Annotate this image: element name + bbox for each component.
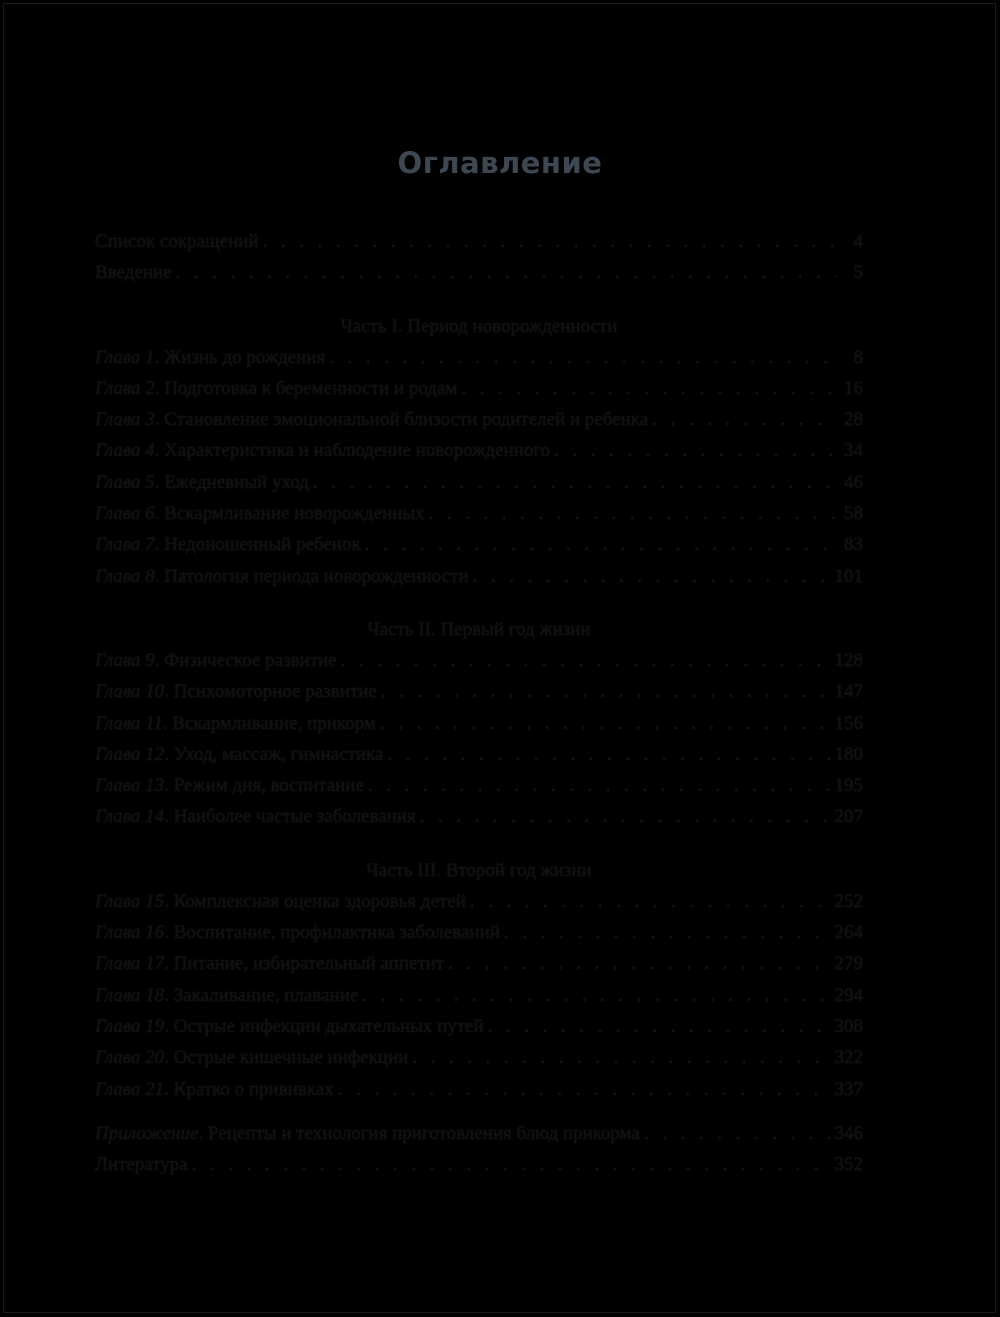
toc-entry-chapter[interactable] xyxy=(95,886,863,917)
toc-entry-label xyxy=(95,1074,334,1105)
toc-entry-abbreviations[interactable] xyxy=(95,226,863,257)
dot-leader xyxy=(338,1074,831,1105)
toc-entry-prefix: Глава 15 xyxy=(95,890,165,912)
toc-entry-prefix: Глава 10 xyxy=(95,681,165,703)
toc-entry-prefix: Глава 5 xyxy=(95,471,155,493)
toc-page-number: 4 xyxy=(853,231,863,252)
toc-entry-chapter[interactable] xyxy=(95,645,863,676)
toc-entry-label xyxy=(95,1118,640,1149)
dot-leader xyxy=(263,226,837,257)
toc-entry-prefix: Глава 6 xyxy=(95,503,155,525)
toc-entry-prefix: Приложение xyxy=(95,1122,199,1144)
toc-entry-label xyxy=(95,980,358,1011)
toc-entry-title: . Уход, массаж, гимнастика xyxy=(164,743,384,765)
toc-page-number: 34 xyxy=(844,440,863,462)
toc-entry-chapter[interactable] xyxy=(95,801,863,832)
toc-page-number: 264 xyxy=(834,922,863,944)
toc-page-number: 180 xyxy=(834,743,863,765)
toc-entry-title: . Рецепты и технология приготовления блюд прикорма xyxy=(198,1122,640,1144)
toc-entry-prefix: Глава 4 xyxy=(95,440,155,462)
dot-leader xyxy=(461,373,837,404)
dot-leader xyxy=(554,435,837,466)
toc-entry-chapter[interactable] xyxy=(95,467,863,498)
toc-page-number: 337 xyxy=(834,1078,863,1100)
toc-entry-title: . Подготовка к беременности и родам xyxy=(154,377,458,399)
toc-entry-chapter[interactable] xyxy=(95,373,863,404)
dot-leader xyxy=(488,1011,831,1042)
part-heading-3: Часть III. Второй год жизни xyxy=(366,859,592,881)
toc-entry-prefix: Глава 1 xyxy=(95,346,155,368)
toc-page-number: 279 xyxy=(834,953,863,975)
toc-entry-chapter[interactable] xyxy=(95,1074,863,1105)
toc-entry-title: . Жизнь до рождения xyxy=(154,346,326,368)
toc-entry-label xyxy=(95,739,384,770)
toc-entry-label xyxy=(95,373,457,404)
toc-entry-prefix: Глава 2 xyxy=(95,377,155,399)
toc-entry-title: Литература xyxy=(95,1154,188,1176)
toc-page-number: 147 xyxy=(834,681,863,703)
part-3-chapters xyxy=(95,886,863,1105)
dot-leader xyxy=(329,342,837,373)
toc-entry-label xyxy=(95,529,361,560)
toc-entry-label xyxy=(95,917,500,948)
toc-entry-chapter[interactable] xyxy=(95,739,863,770)
toc-entry-title: . Комплексная оценка здоровья детей xyxy=(164,890,466,912)
dot-leader xyxy=(644,1118,831,1149)
dot-leader xyxy=(313,467,837,498)
toc-entry-label xyxy=(95,1011,484,1042)
toc-entry-label xyxy=(95,801,416,832)
toc-entry-appendix[interactable] xyxy=(95,1118,863,1149)
toc-entry-prefix: Глава 14 xyxy=(95,806,165,828)
toc-entry-title: . Психомоторное развитие xyxy=(164,681,377,703)
toc-page-number: 308 xyxy=(834,1015,863,1037)
dot-leader xyxy=(429,498,837,529)
toc-entry-label: Список сокращений xyxy=(95,231,259,252)
toc-page-number: 46 xyxy=(844,471,863,493)
toc-entry-title: . Острые кишечные инфекции xyxy=(164,1047,409,1069)
dot-leader xyxy=(470,886,831,917)
toc-page-number: 83 xyxy=(844,534,863,556)
toc-entry-introduction[interactable] xyxy=(95,257,863,288)
toc-page-number: 294 xyxy=(834,984,863,1006)
toc-entry-label xyxy=(95,561,469,592)
toc-entry-label xyxy=(95,1042,408,1073)
toc-entry-literature[interactable] xyxy=(95,1149,863,1180)
dot-leader xyxy=(365,529,837,560)
toc-entry-title: . Закаливание, плавание xyxy=(164,984,359,1006)
part-1-chapters xyxy=(95,342,863,592)
toc-entry-prefix: Глава 16 xyxy=(95,922,165,944)
spacer xyxy=(95,1105,863,1118)
toc-page-number: 128 xyxy=(834,649,863,671)
page-title: Оглавление xyxy=(397,146,603,180)
toc-entry-title: . Физическое развитие xyxy=(154,649,337,671)
toc-page-number: 58 xyxy=(844,503,863,525)
toc-entry-label xyxy=(95,342,325,373)
toc-entry-chapter[interactable] xyxy=(95,561,863,592)
toc-entry-label xyxy=(95,948,444,979)
toc-entry-chapter[interactable] xyxy=(95,1011,863,1042)
toc-entry-prefix: Глава 7 xyxy=(95,534,155,556)
dot-leader xyxy=(341,645,831,676)
toc-entry-label xyxy=(95,1149,188,1180)
toc-entry-prefix: Глава 17 xyxy=(95,953,165,975)
toc-entry-title: . Недоношенный ребенок xyxy=(154,534,361,556)
toc-entry-title: . Питание, избирательный аппетит xyxy=(164,953,445,975)
dot-leader xyxy=(448,948,830,979)
dot-leader xyxy=(362,980,830,1011)
toc-page-number: 8 xyxy=(853,346,863,368)
dot-leader xyxy=(504,917,831,948)
toc-entry-title: . Вскармливание, прикорм xyxy=(162,712,376,734)
toc-entry-label xyxy=(95,645,337,676)
toc-entry-prefix: Глава 21 xyxy=(95,1078,165,1100)
part-heading-2: Часть II. Первый год жизни xyxy=(367,618,591,640)
toc-entry-title: . Наиболее частые заболевания xyxy=(164,806,416,828)
dot-leader xyxy=(368,770,831,801)
toc-entry-title: . Характеристика и наблюдение новорожденного xyxy=(154,440,551,462)
toc-page-number: 252 xyxy=(834,890,863,912)
dot-leader xyxy=(176,257,837,288)
toc-entry-chapter[interactable] xyxy=(95,770,863,801)
toc-entry-chapter[interactable] xyxy=(95,342,863,373)
toc-page-number: 28 xyxy=(844,409,863,431)
toc-entry-prefix: Глава 20 xyxy=(95,1047,165,1069)
toc-page-number: 195 xyxy=(834,775,863,797)
toc-entry-label xyxy=(95,498,425,529)
toc-entry-title: . Воспитание, профилактика заболеваний xyxy=(164,922,500,944)
dot-leader xyxy=(473,561,831,592)
toc-entry-chapter[interactable] xyxy=(95,948,863,979)
dot-leader xyxy=(388,739,831,770)
toc-entry-prefix: Глава 18 xyxy=(95,984,165,1006)
toc-entry-label: Введение xyxy=(95,262,172,284)
toc-entry-label xyxy=(95,676,377,707)
toc-page-number: 352 xyxy=(834,1154,863,1176)
toc-entry-chapter[interactable] xyxy=(95,435,863,466)
toc-entry-chapter[interactable] xyxy=(95,404,863,435)
toc-page-number: 207 xyxy=(834,806,863,828)
dot-leader xyxy=(192,1149,831,1180)
toc-entry-label xyxy=(95,467,309,498)
toc-entry-label xyxy=(95,404,648,435)
toc-entry-label xyxy=(95,435,550,466)
table-of-contents xyxy=(95,226,863,1180)
toc-entry-title: . Вскармливание новорожденных xyxy=(154,503,425,525)
toc-page-number: 346 xyxy=(834,1122,863,1144)
toc-entry-title: . Ежедневный уход xyxy=(154,471,309,493)
toc-entry-prefix: Глава 13 xyxy=(95,775,165,797)
toc-entry-prefix: Глава 19 xyxy=(95,1015,165,1037)
toc-entry-chapter[interactable] xyxy=(95,529,863,560)
toc-entry-prefix: Глава 11 xyxy=(95,712,163,734)
toc-page-number: 16 xyxy=(844,377,863,399)
toc-entry-prefix: Глава 12 xyxy=(95,743,165,765)
dot-leader xyxy=(412,1042,830,1073)
toc-entry-title: . Патология периода новорожденности xyxy=(154,565,469,587)
toc-entry-label xyxy=(95,770,364,801)
toc-entry-prefix: Глава 9 xyxy=(95,649,155,671)
toc-entry-label xyxy=(95,708,376,739)
toc-entry-chapter[interactable] xyxy=(95,917,863,948)
toc-entry-chapter[interactable] xyxy=(95,676,863,707)
toc-entry-label xyxy=(95,886,466,917)
toc-entry-chapter[interactable] xyxy=(95,1042,863,1073)
toc-entry-prefix: Глава 8 xyxy=(95,565,155,587)
dot-leader xyxy=(380,708,831,739)
dot-leader xyxy=(652,404,837,435)
toc-page-number: 5 xyxy=(853,262,863,284)
toc-entry-title: . Режим дня, воспитание xyxy=(164,775,364,797)
toc-entry-chapter[interactable] xyxy=(95,498,863,529)
dot-leader xyxy=(381,676,831,707)
toc-entry-title: . Становление эмоциональной близости родителей и ребенка xyxy=(154,409,649,431)
part-heading-1: Часть I. Период новорожденности xyxy=(340,315,618,337)
toc-entry-title: . Острые инфекции дыхательных путей xyxy=(164,1015,484,1037)
toc-page-number: 101 xyxy=(834,565,863,587)
toc-entry-chapter[interactable] xyxy=(95,980,863,1011)
toc-page-number: 322 xyxy=(834,1047,863,1069)
toc-page-number: 156 xyxy=(834,712,863,734)
part-2-chapters xyxy=(95,645,863,833)
dot-leader xyxy=(420,801,831,832)
toc-entry-prefix: Глава 3 xyxy=(95,409,155,431)
toc-entry-chapter[interactable] xyxy=(95,708,863,739)
toc-entry-title: . Кратко о прививках xyxy=(164,1078,334,1100)
